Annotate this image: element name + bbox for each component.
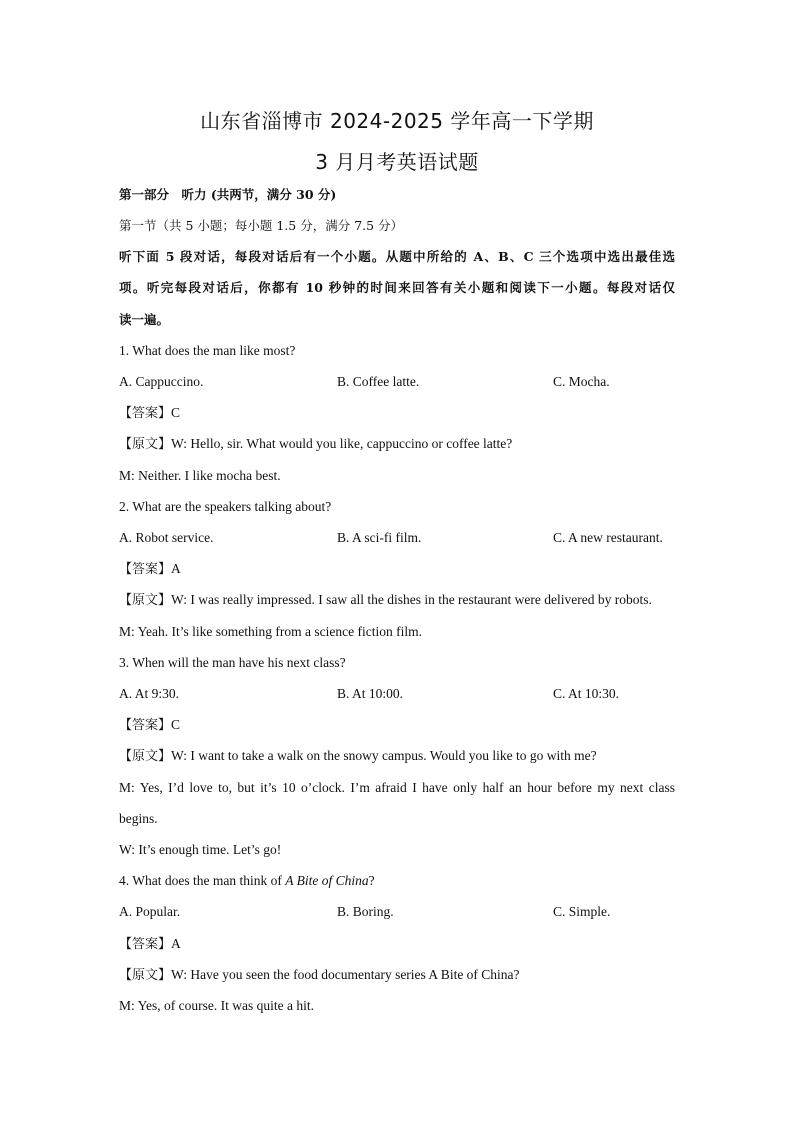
question-3: 3. When will the man have his next class? — [119, 655, 346, 670]
q3-answer — [119, 715, 180, 736]
section-heading: 第一节（共 5 小题；每小题 1.5 分，满分 7.5 分） — [119, 218, 404, 233]
question-2: 2. What are the speakers talking about? — [119, 499, 332, 514]
instructions-line-2: 项。听完每段对话后，你都有 10 秒钟的时间来回答有关小题和阅读下一小题。每段对话仅 — [119, 280, 675, 295]
q3-original-line-4: W: It’s enough time. Let’s go! — [119, 842, 282, 857]
question-1: 1. What does the man like most? — [119, 343, 296, 358]
q2-option-a: A. Robot service. — [119, 530, 214, 545]
q3-original-line-2: M: Yes, I’d love to, but it’s 10 o’clock. I’m afraid I have only half an hour before my next class — [119, 780, 675, 795]
q2-option-c: C. A new restaurant. — [553, 530, 663, 545]
q1-option-a: A. Cappuccino. — [119, 374, 204, 389]
q2-original-line-1: 【原文】W: I was really impressed. I saw all the dishes in the restaurant were delivered by robots. — [119, 592, 652, 608]
q1-option-c: C. Mocha. — [553, 374, 610, 389]
q4-answer — [119, 934, 181, 955]
q4-original-line-1: 【原文】W: Have you seen the food documentary series A Bite of China? — [119, 967, 520, 983]
q3-original-line-1: 【原文】W: I want to take a walk on the snowy campus. Would you like to go with me? — [119, 748, 597, 764]
q3-option-a: A. At 9:30. — [119, 686, 180, 701]
instructions-line-3: 读一遍。 — [119, 312, 170, 327]
answer-tag: 【答案】 — [119, 718, 172, 733]
instructions-line-1: 听下面 5 段对话，每段对话后有一个小题。从题中所给的 A、B、C 三个选项中选出最佳选 — [119, 249, 675, 264]
q1-original-line-1: 【原文】W: Hello, sir. What would you like, cappuccino or coffee latte? — [119, 436, 513, 452]
q1-answer — [119, 403, 180, 424]
answer-tag: 【答案】 — [119, 937, 172, 952]
q4-option-b: B. Boring. — [337, 904, 394, 919]
part-heading: 第一部分 听力 (共两节，满分 30 分) — [119, 187, 337, 202]
q1-original-line-2: M: Neither. I like mocha best. — [119, 468, 281, 483]
page-title: 山东省淄博市 2024-2025 学年高一下学期 — [200, 109, 594, 133]
original-tag: 【原文】 — [119, 437, 172, 452]
question-4: 4. What does the man think of A Bite of China? — [119, 873, 375, 888]
original-tag: 【原文】 — [119, 749, 172, 764]
q3-option-c: C. At 10:30. — [553, 686, 620, 701]
q2-answer-value: A — [171, 561, 181, 576]
answer-tag: 【答案】 — [119, 406, 172, 421]
answer-tag: 【答案】 — [119, 562, 172, 577]
q4-option-a: A. Popular. — [119, 904, 181, 919]
page-subtitle: 3 月月考英语试题 — [315, 150, 479, 174]
q2-original-line-2: M: Yeah. It’s like something from a science fiction film. — [119, 624, 422, 639]
q1-answer-value: C — [171, 405, 181, 420]
q4-answer-value: A — [171, 936, 181, 951]
q4-title: A Bite of China — [285, 873, 369, 888]
q4-option-c: C. Simple. — [553, 904, 611, 919]
q2-answer — [119, 559, 181, 580]
original-tag: 【原文】 — [119, 968, 172, 983]
q2-option-b: B. A sci-fi film. — [337, 530, 422, 545]
q3-original-line-3: begins. — [119, 811, 158, 826]
original-tag: 【原文】 — [119, 593, 172, 608]
q3-answer-value: C — [171, 717, 181, 732]
q1-option-b: B. Coffee latte. — [337, 374, 420, 389]
q4-original-line-2: M: Yes, of course. It was quite a hit. — [119, 998, 314, 1013]
q3-option-b: B. At 10:00. — [337, 686, 404, 701]
